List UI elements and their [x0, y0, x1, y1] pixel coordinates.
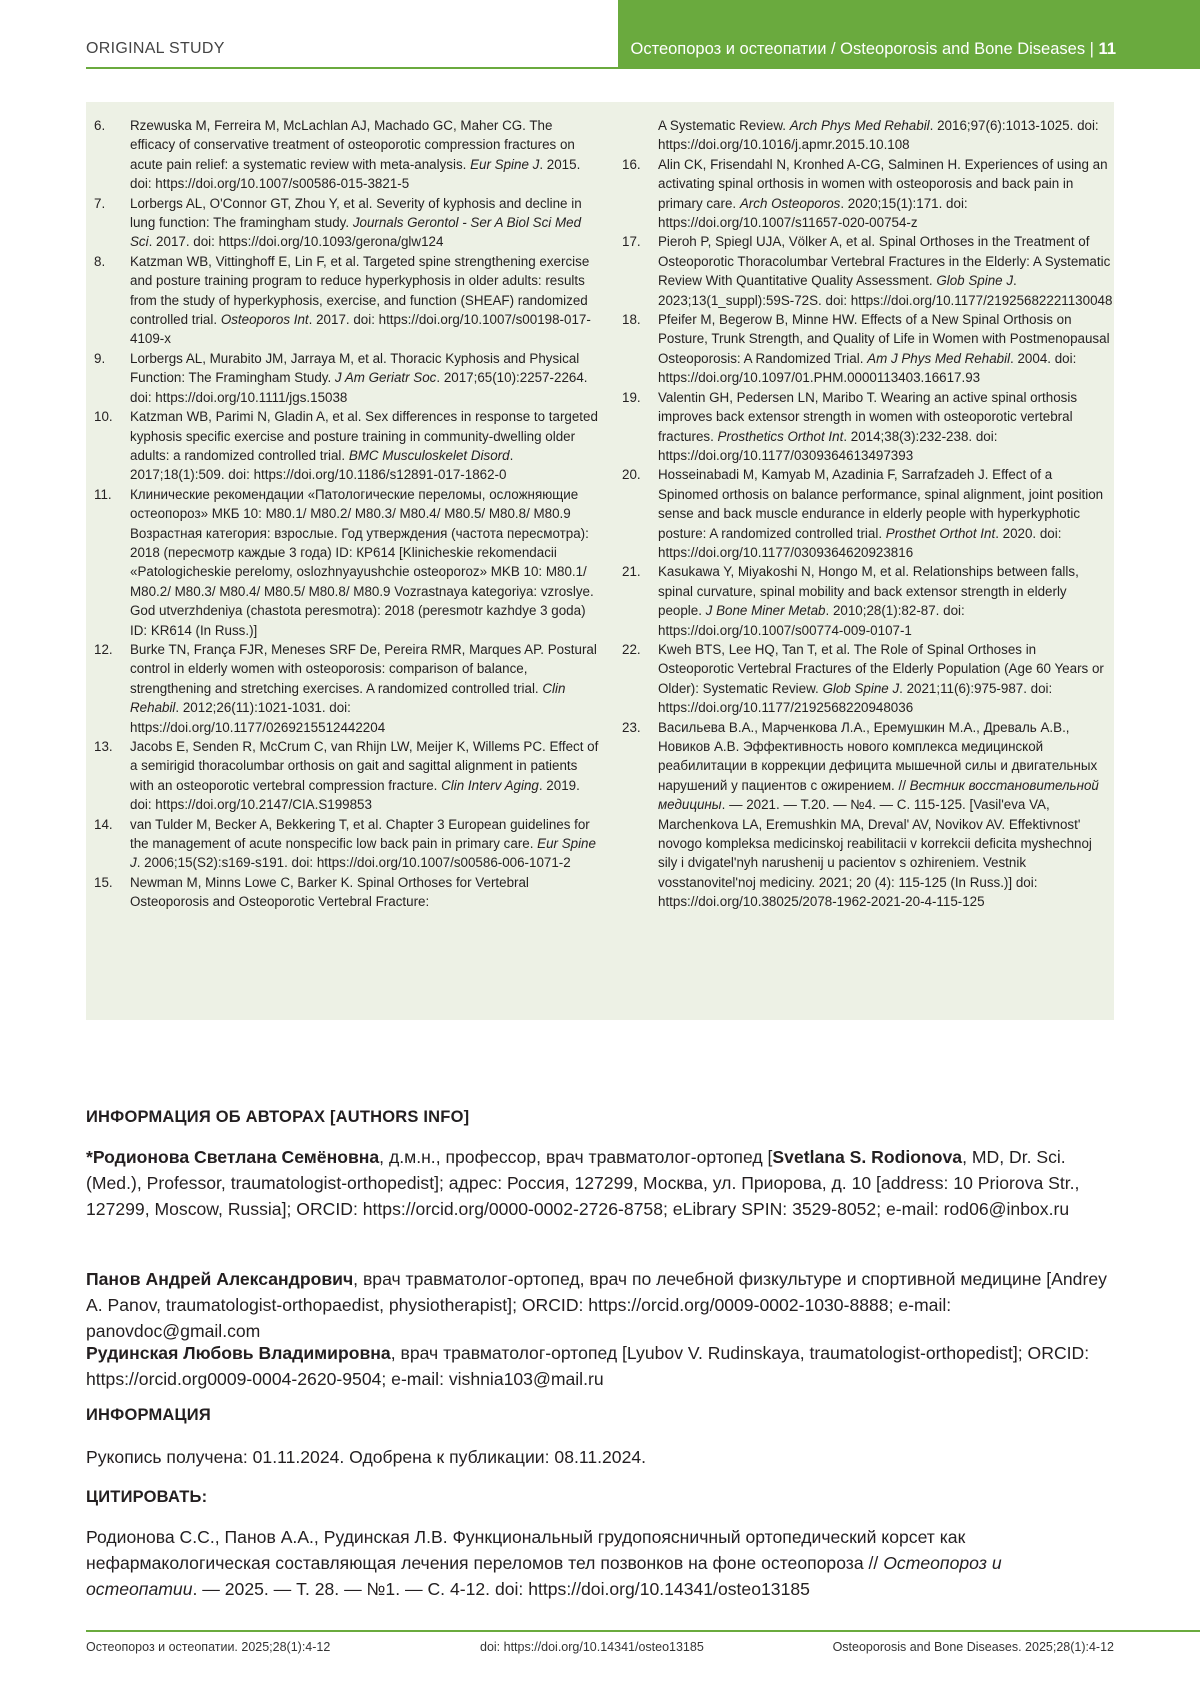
- footer-right: Osteoporosis and Bone Diseases. 2025;28(1):4-12: [832, 1640, 1114, 1654]
- reference-text: Васильева В.А., Марченкова Л.А., Еремушкин М.А., Древаль А.В., Новиков А.В. Эффективность нового комплекса медицинской реабилитации в коррекции дефицита мышечной силы и двигательных нарушений у пациентов с ожирением. // Вестник восстановительной медицины. — 2021. — Т.20. — №4. — С. 115-125. [Vasil'eva VA, Marchenkova LA, Eremushkin MA, Dreval' AV, Novikov AV. Effektivnost' novogo kompleksa medicinskoj reabilitacii v korrekcii deficita myshechnoj sily i dvigatel'nyh narushenij u pacientov s ozhireniem. Vestnik vosstanovitel'noj mediciny. 2021; 20 (4): 115-125 (In Russ.)] doi: https://doi.org/10.38025/2078-1962-2021-20-4-115-125: [658, 719, 1101, 910]
- reference-text: Kweh BTS, Lee HQ, Tan T, et al. The Role of Spinal Orthoses in Osteoporotic Vertebral Fractures of the Elderly Population (Age 60 Years or Older): Systematic Review. Glob Spine J. 2021;11(6):975-987. doi: https://doi.org/10.1177/2192568220948036: [658, 641, 1108, 716]
- page-number: 11: [1098, 40, 1116, 58]
- author-2: Панов Андрей Александрович, врач травматолог-ортопед, врач по лечебной физкультуре и спортивной медицине [Andrey A. Panov, traumatologist-orthopaedist, physiotherapist]; ORCID: https://orcid.org/0009-0002-1030-8888; e-mail: panovdoc@gmail.com: [86, 1269, 1107, 1341]
- reference-item: [94, 194, 600, 252]
- author-2-name: Панов Андрей Александрович: [86, 1269, 354, 1289]
- reference-journal: Вестник восстановительной медицины: [658, 777, 1099, 813]
- reference-number: 20.: [622, 467, 641, 483]
- reference-journal: J Am Geriatr Soc: [334, 370, 437, 386]
- reference-journal: Glob Spine J: [822, 680, 900, 696]
- reference-item: [94, 116, 600, 194]
- reference-item: [94, 815, 600, 873]
- reference-text: Lorbergs AL, Murabito JM, Jarraya M, et al. Thoracic Kyphosis and Physical Function: The Framingham Study. J Am Geriatr Soc. 2017;65(10):2257-2264. doi: https://doi.org/10.1111/jgs.15038: [130, 350, 592, 405]
- references-left-column: [94, 116, 603, 912]
- reference-number: 15.: [94, 874, 113, 890]
- reference-item: [622, 388, 1114, 466]
- author-3: Рудинская Любовь Владимировна, врач травматолог-ортопед [Lyubov V. Rudinskaya, traumatologist-orthopedist]; ORCID: https://orcid.org0009-0004-2620-9504; e-mail: vishnia103@mail.ru: [86, 1343, 1090, 1389]
- header-rule: [86, 67, 1200, 69]
- reference-item: [622, 155, 1114, 233]
- author-3-name: Рудинская Любовь Владимировна: [86, 1343, 391, 1363]
- cite-heading: ЦИТИРОВАТЬ:: [86, 1488, 208, 1506]
- reference-number: 22.: [622, 641, 641, 657]
- reference-item: [94, 485, 600, 640]
- reference-item: [622, 465, 1114, 562]
- reference-item: [94, 873, 600, 912]
- reference-text: Newman M, Minns Lowe C, Barker K. Spinal Orthoses for Vertebral Osteoporosis and Osteoporotic Vertebral Fracture:: [130, 874, 533, 910]
- reference-journal: Clin Rehabil: [130, 680, 566, 716]
- header-separator: |: [1085, 40, 1099, 58]
- authors-heading: ИНФОРМАЦИЯ ОБ АВТОРАХ [AUTHORS INFO]: [86, 1108, 470, 1126]
- reference-number: 13.: [94, 739, 113, 754]
- journal-title: Остеопороз и остеопатии / Osteoporosis and Bone Diseases: [630, 40, 1086, 58]
- reference-journal: Arch Phys Med Rehabil: [789, 118, 930, 133]
- reference-text: Lorbergs AL, O'Connor GT, Zhou Y, et al. Severity of kyphosis and decline in lung function: The framingham study. Journals Gerontol - Ser A Biol Sci Med Sci. 2017. doi: https://doi.org/10.1093/gerona/glw124: [130, 195, 586, 250]
- reference-number: 8.: [94, 253, 106, 269]
- reference-number: 12.: [94, 641, 113, 657]
- reference-text: Клинические рекомендации «Патологические переломы, осложняющие остеопороз» МКБ 10: M80.1/ M80.2/ M80.3/ M80.4/ M80.5/ M80.8/ M80.9 Возрастная категория: взрослые. Год утверждения (частота пересмотра): 2018 (пересмотр каждые 3 года) ID: КР614 [Klinicheskie rekomendacii «Patologicheskie perelomy, oslozhnyayushchie osteoporoz» MKB 10: M80.1/ M80.2/ M80.3/ M80.4/ M80.5/ M80.8/ M80.9 Vozrastnaya kategoriya: vzroslye. God utverzhdeniya (chastota peresmotra): 2018 (peresmotr kazhdye 3 goda) ID: KR614 (In Russ.)]: [130, 486, 598, 638]
- reference-text: Valentin GH, Pedersen LN, Maribo T. Wearing an active spinal orthosis improves back extensor strength in women with osteoporotic vertebral fractures. Prosthetics Orthot Int. 2014;38(3):232-238. doi: https://doi.org/10.1177/0309364613497393: [658, 389, 1081, 463]
- reference-text: Katzman WB, Vittinghoff E, Lin F, et al. Targeted spine strengthening exercise and posture training program to reduce hyperkyphosis in older adults: results from the study of hyperkyphosis, exercise, and function (SHEAF) randomized controlled trial. Osteoporos Int. 2017. doi: https://doi.org/10.1007/s00198-017-4109-x: [130, 253, 593, 347]
- reference-number: 21.: [622, 564, 641, 580]
- reference-number: 18.: [622, 312, 641, 328]
- reference-text: A Systematic Review. Arch Phys Med Rehabil. 2016;97(6):1013-1025. doi: https://doi.org/10.1016/j.apmr.2015.10.108: [658, 118, 1103, 153]
- reference-number: 14.: [94, 816, 113, 832]
- reference-item: [622, 562, 1114, 640]
- reference-number: 9.: [94, 350, 106, 366]
- reference-text: Katzman WB, Parimi N, Gladin A, et al. Sex differences in response to targeted kyphosis specific exercise and posture training in community-dwelling older adults: a randomized controlled trial. BMC Musculoskelet Disord. 2017;18(1):509. doi: https://doi.org/10.1186/s12891-017-1862-0: [130, 409, 602, 483]
- reference-number: 7.: [94, 195, 106, 211]
- reference-number: 11.: [94, 486, 112, 502]
- reference-item: [94, 407, 600, 485]
- reference-number: 19.: [622, 389, 641, 405]
- citation-journal: Остеопороз и остеопатии: [86, 1553, 1002, 1599]
- reference-item: [622, 310, 1114, 388]
- reference-item: [622, 640, 1114, 718]
- reference-text: Burke TN, França FJR, Meneses SRF De, Pereira RMR, Marques AP. Postural control in elderly women with osteoporosis: comparison of balance, strengthening and stretching exercises. A randomized controlled trial. Clin Rehabil. 2012;26(11):1021-1031. doi: https://doi.org/10.1177/0269215512442204: [130, 641, 601, 735]
- reference-journal: Arch Osteoporos: [739, 195, 841, 211]
- reference-journal: Am J Phys Med Rehabil: [867, 350, 1011, 366]
- reference-number: 10.: [94, 409, 113, 425]
- reference-item: [94, 640, 600, 737]
- info-text: Рукопись получена: 01.11.2024. Одобрена к публикации: 08.11.2024.: [86, 1447, 647, 1467]
- footer-doi: doi: https://doi.org/10.14341/osteo13185: [480, 1640, 704, 1654]
- footer-rule: [86, 1630, 1200, 1632]
- author-1-name-en: Svetlana S. Rodionova: [772, 1147, 963, 1167]
- author-1-name: *Родионова Светлана Семёновна: [86, 1147, 380, 1167]
- reference-text: van Tulder M, Becker A, Bekkering T, et al. Chapter 3 European guidelines for the management of acute nonspecific low back pain in primary care. Eur Spine J. 2006;15(S2):s169-s191. doi: https://doi.org/10.1007/s00586-006-1071-2: [130, 816, 596, 871]
- running-header: [631, 40, 1117, 59]
- reference-item: [94, 252, 600, 349]
- author-1: *Родионова Светлана Семёновна, д.м.н., профессор, врач травматолог-ортопед [Svetlana S. Rodionova, MD, Dr. Sci. (Med.), Professor, traumatologist-orthopedist]; адрес: Россия, 127299, Москва, ул. Приорова, д. 10 [address: 10 Priorova Str., 127299, Moscow, Russia]; ORCID: https://orcid.org/0000-0002-2726-8758; eLibrary SPIN: 3529-8052; e-mail: rod06@inbox.ru: [86, 1147, 1080, 1219]
- reference-journal: Eur Spine J: [130, 836, 596, 871]
- reference-journal: Journals Gerontol - Ser A Biol Sci Med Sci: [130, 215, 582, 250]
- reference-journal: Clin Interv Aging: [441, 777, 539, 793]
- reference-text: Pfeifer M, Begerow B, Minne HW. Effects of a New Spinal Orthosis on Posture, Trunk Strength, and Quality of Life in Women with Postmenopausal Osteoporosis: A Randomized Trial. Am J Phys Med Rehabil. 2004. doi: https://doi.org/10.1097/01.PHM.0000113403.16617.93: [658, 312, 1114, 386]
- reference-item: [622, 718, 1114, 912]
- section-label: ORIGINAL STUDY: [86, 40, 225, 57]
- reference-text: Kasukawa Y, Miyakoshi N, Hongo M, et al. Relationships between falls, spinal curvature, spinal mobility and back extensor strength in elderly people. J Bone Miner Metab. 2010;28(1):82-87. doi: https://doi.org/10.1007/s00774-009-0107-1: [658, 564, 1083, 638]
- reference-journal: J Bone Miner Metab: [705, 603, 826, 619]
- reference-journal: BMC Musculoskelet Disord: [348, 447, 510, 463]
- reference-text: Alin CK, Frisendahl N, Kronhed A-CG, Salminen H. Experiences of using an activating spinal orthosis in women with osteoporosis and back pain in primary care. Arch Osteoporos. 2020;15(1):171. doi: https://doi.org/10.1007/s11657-020-00754-z: [658, 156, 1112, 231]
- reference-item: [622, 116, 1114, 155]
- info-heading: ИНФОРМАЦИЯ: [86, 1406, 211, 1424]
- reference-journal: Eur Spine J: [470, 156, 540, 172]
- reference-text: Rzewuska M, Ferreira M, McLachlan AJ, Machado GC, Maher CG. The efficacy of conservative treatment of osteoporotic compression fractures on acute pain relief: a systematic review with meta-analysis. Eur Spine J. 2015. doi: https://doi.org/10.1007/s00586-015-3821-5: [130, 118, 585, 192]
- reference-number: 17.: [622, 234, 641, 250]
- footer-left: Остеопороз и остеопатии. 2025;28(1):4-12: [86, 1640, 331, 1654]
- reference-journal: Prosthetics Orthot Int: [717, 428, 844, 444]
- reference-text: Jacobs E, Senden R, McCrum C, van Rhijn LW, Meijer K, Willems PC. Effect of a semirigid thoracolumbar orthosis on gait and sagittal alignment in patients with an osteoporotic vertebral compression fracture. Clin Interv Aging. 2019. doi: https://doi.org/10.2147/CIA.S199853: [130, 739, 603, 813]
- reference-number: 16.: [622, 156, 641, 172]
- reference-journal: Glob Spine J: [936, 273, 1014, 289]
- reference-number: 23.: [622, 719, 641, 735]
- reference-text: Pieroh P, Spiegl UJA, Völker A, et al. Spinal Orthoses in the Treatment of Osteoporotic Thoracolumbar Vertebral Fractures in the Elderly: A Systematic Review With Quantitative Quality Assessment. Glob Spine J. 2023;13(1_suppl):59S-72S. doi: https://doi.org/10.1177/21925682221130048: [658, 234, 1114, 308]
- citation: Родионова С.С., Панов А.А., Рудинская Л.В. Функциональный грудопоясничный ортопедический корсет как нефармакологическая составляющая лечения переломов тел позвонков на фоне остеопороза // Остеопороз и остеопатии. — 2025. — Т. 28. — №1. — С. 4-12. doi: https://doi.org/10.14341/osteo13185: [86, 1527, 1002, 1599]
- reference-journal: Prosthet Orthot Int: [885, 525, 996, 541]
- reference-number: 6.: [94, 118, 106, 133]
- reference-text: Hosseinabadi M, Kamyab M, Azadinia F, Sarrafzadeh J. Effect of a Spinomed orthosis on balance performance, spinal alignment, joint position sense and back muscle endurance in elderly people with hyperkyphotic posture: A randomized controlled trial. Prosthet Orthot Int. 2020. doi: https://doi.org/10.1177/0309364620923816: [658, 467, 1107, 560]
- reference-item: [94, 349, 600, 407]
- references-right-column: [622, 116, 1114, 912]
- reference-item: [622, 232, 1114, 310]
- reference-item: [94, 737, 603, 815]
- reference-journal: Osteoporos Int: [220, 312, 309, 328]
